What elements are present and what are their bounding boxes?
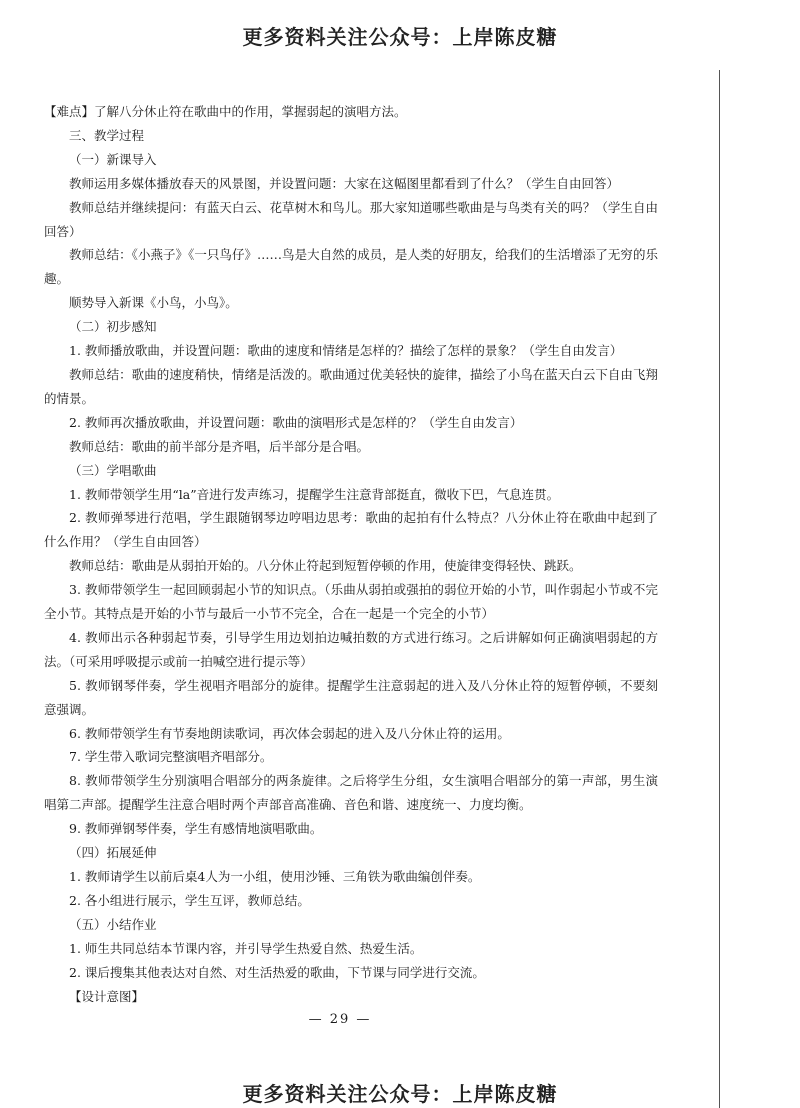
paragraph: 教师总结：《小燕子》《一只鸟仔》……鸟是大自然的成员，是人类的好朋友，给我们的生活增添了无穷的乐趣。	[44, 247, 658, 287]
paragraph: 顺势导入新课《小鸟，小鸟》。	[69, 295, 238, 311]
subsection-heading: （三）学唱歌曲	[69, 462, 157, 478]
list-item: 3. 教师带领学生一起回顾弱起小节的知识点。（乐曲从弱拍或强拍的弱位开始的小节，叫作弱起小节或不完全小节。其特点是开始的小节与最后一小节不完全，合在一起是一个完全的小节）	[44, 582, 658, 622]
paragraph: 教师运用多媒体播放春天的风景图，并设置问题：大家在这幅图里都看到了什么？（学生自由回答）	[69, 175, 620, 191]
list-item: 8. 教师带领学生分别演唱合唱部分的两条旋律。之后将学生分组，女生演唱合唱部分的第一声部，男生演唱第二声部。提醒学生注意合唱时两个声部音高准确、音色和谐、速度统一、力度均衡。	[44, 773, 658, 813]
paragraph: 教师总结：歌曲是从弱拍开始的。八分休止符起到短暂停顿的作用，使旋律变得轻快、跳跃。	[69, 558, 582, 574]
list-item: 1. 师生共同总结本节课内容，并引导学生热爱自然、热爱生活。	[69, 940, 423, 956]
list-item: 1. 教师请学生以前后桌4人为一小组，使用沙锤、三角铁为歌曲编创伴奏。	[69, 869, 481, 884]
section-heading: 三、教学过程	[69, 127, 145, 143]
subsection-heading: （二）初步感知	[69, 319, 157, 335]
paragraph-difficulty: 【难点】了解八分休止符在歌曲中的作用，掌握弱起的演唱方法。	[44, 104, 407, 119]
list-item: 7. 学生带入歌词完整演唱齐唱部分。	[69, 749, 273, 765]
paragraph: 教师总结并继续提问：有蓝天白云、花草树木和鸟儿。那大家知道哪些歌曲是与鸟类有关的吗？（学生自由回答）	[44, 199, 658, 239]
list-item: 2. 课后搜集其他表达对自然、对生活热爱的歌曲，下节课与同学进行交流。	[69, 964, 485, 980]
list-item: 4. 教师出示各种弱起节奏，引导学生用边划拍边喊拍数的方式进行练习。之后讲解如何正确演唱弱起的方法。（可采用呼吸提示或前一拍喊空进行提示等）	[44, 629, 658, 669]
list-item: 6. 教师带领学生有节奏地朗读歌词，再次体会弱起的进入及八分休止符的运用。	[69, 725, 510, 741]
list-item: 9. 教师弹钢琴伴奏，学生有感情地演唱歌曲。	[69, 821, 323, 837]
list-item: 2. 各小组进行展示，学生互评，教师总结。	[69, 892, 310, 908]
paragraph: 教师总结：歌曲的前半部分是齐唱，后半部分是合唱。	[69, 438, 370, 454]
list-item: 1. 教师带领学生用“la”音进行发声练习，提醒学生注意背部挺直，微收下巴，气息连贯。	[69, 486, 560, 502]
page-number: — 29 —	[308, 1012, 372, 1027]
list-item: 2. 教师弹琴进行范唱，学生跟随钢琴边哼唱边思考：歌曲的起拍有什么特点？八分休止符在歌曲中起到了什么作用？（学生自由回答）	[44, 510, 658, 550]
scan-edge-line	[719, 70, 720, 1108]
paragraph: 教师总结：歌曲的速度稍快，情绪是活泼的。歌曲通过优美轻快的旋律，描绘了小鸟在蓝天白云下自由飞翔的情景。	[44, 366, 658, 406]
subsection-heading: （五）小结作业	[69, 916, 157, 932]
design-intent-heading: 【设计意图】	[69, 988, 145, 1004]
watermark-header: 更多资料关注公众号：上岸陈皮糖	[242, 25, 558, 49]
list-item: 2. 教师再次播放歌曲，并设置问题：歌曲的演唱形式是怎样的？（学生自由发言）	[69, 414, 523, 430]
subsection-heading: （一）新课导入	[69, 151, 157, 167]
list-item: 1. 教师播放歌曲，并设置问题：歌曲的速度和情绪是怎样的？描绘了怎样的景象？（学生自由发言）	[69, 343, 623, 359]
subsection-heading: （四）拓展延伸	[69, 845, 157, 861]
list-item: 5. 教师钢琴伴奏，学生视唱齐唱部分的旋律。提醒学生注意弱起的进入及八分休止符的短暂停顿，不要刻意强调。	[44, 677, 658, 717]
document-body	[44, 100, 658, 1008]
watermark-footer: 更多资料关注公众号：上岸陈皮糖	[242, 1082, 558, 1106]
